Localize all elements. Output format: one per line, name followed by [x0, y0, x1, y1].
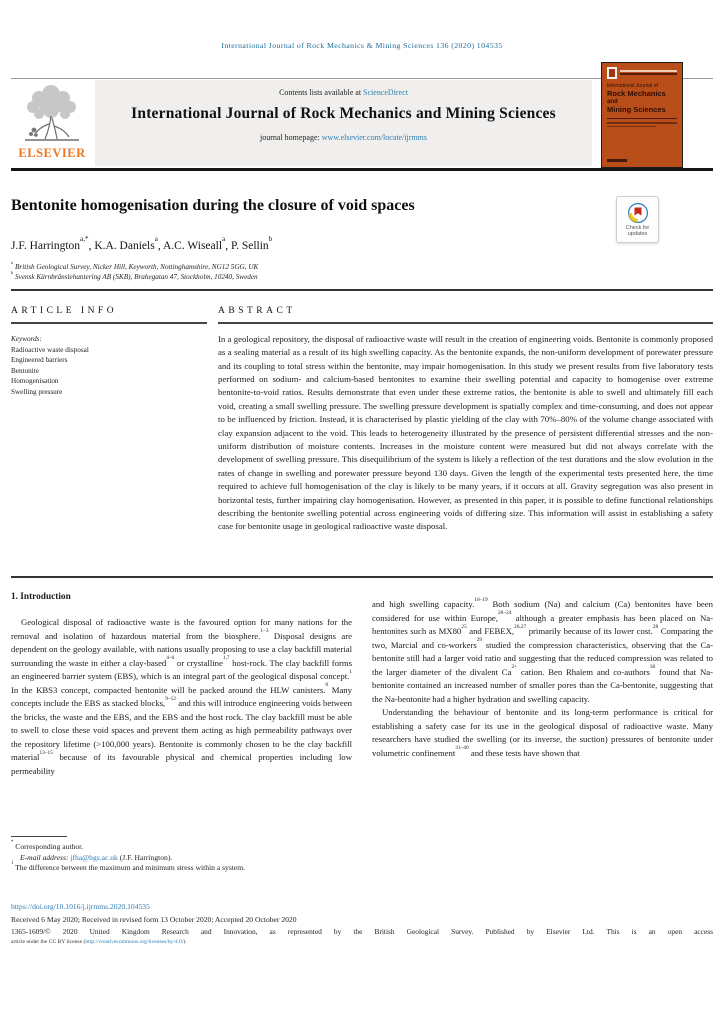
- issn-copyright-line: 1365-1609/© 2020 United Kingdom Research and Innovation, as represented by the British Geological Survey. Published by Elsevier Ltd. This is an open access: [11, 927, 713, 936]
- journal-cover-thumbnail: [601, 62, 683, 168]
- keyword-item: Radioactive waste disposal: [11, 345, 89, 354]
- article-info-rule: [11, 322, 207, 324]
- cover-bottom-mark: [607, 159, 627, 162]
- cover-subtext-lines: [607, 122, 677, 127]
- contents-prefix: Contents lists available at: [279, 88, 364, 97]
- cover-divider: [607, 118, 677, 119]
- received-dates: Received 6 May 2020; Received in revised form 13 October 2020; Accepted 20 October 2020: [11, 914, 297, 924]
- corresponding-author-note: * Corresponding author.: [11, 840, 84, 851]
- banner-bottom-rule: [11, 168, 713, 171]
- cover-title-line1: International Journal of: [607, 83, 658, 89]
- footnote-1: $^1$ The difference between the maximum and minimum stress within a system.: [11, 861, 246, 872]
- cover-elsevier-mark-icon: [607, 67, 617, 79]
- intro-paragraph-left: Geological disposal of radioactive waste is the favoured option for many nations for the removal and isolation of hazardous material from the biosphere.$^{1-3}$ Disposal designs are dependent on the geology available, with nations usually proposing to use a clay backfill material surrounding the waste in either a clay-based$^{4-6}$ or crystalline$^{1,7}$ host-rock. The clay backfill forms an engineered barrier system (EBS), which is an integral part of the geological disposal concept.$^1$ In the KBS3 concept, compacted bentonite will be packed around the HLW canisters.$^8$ Many concepts include the EBS as stacked blocks,$^{9-12}$ and this will introduce engineering voids between the bricks, the waste and the EBS, and the EBS and the host rock. The clay backfill must be able to swell to close these void spaces and prevent them acting as high permeability pathways over the repository lifetime (>100,000 years). Bentonite is commonly chosen to be the clay backfill material$^{13-15}$ because of its favourable physical and chemical properties including low permeability: [11, 617, 352, 776]
- abstract-rule: [218, 322, 713, 324]
- publication-info-block: [11, 902, 713, 945]
- keyword-item: Homogenisation: [11, 377, 59, 386]
- cover-decorative-lines: [620, 67, 677, 77]
- affiliation-a: $^a$ British Geological Survey, Nicker Hill, Keyworth, Nottinghamshire, NG12 5GG, UK: [11, 259, 259, 271]
- cover-header: [607, 67, 677, 79]
- section-heading-introduction: 1. Introduction: [11, 592, 71, 602]
- elsevier-logo: [11, 80, 93, 166]
- keyword-item: Engineered barriers: [11, 356, 68, 365]
- footnote-block: [11, 836, 352, 874]
- journal-homepage-link[interactable]: www.elsevier.com/locate/ijrmms: [321, 133, 427, 142]
- footnote-rule: [11, 836, 67, 837]
- keyword-item: Bentonite: [11, 366, 39, 375]
- sciencedirect-link[interactable]: ScienceDirect: [363, 88, 408, 97]
- email-note: E-mail address: jfha@bgs.ac.uk (J.F. Harrington).: [20, 852, 173, 862]
- homepage-prefix: journal homepage:: [260, 133, 322, 142]
- cover-title: [607, 83, 677, 114]
- cover-title-line2: Rock Mechanics: [607, 89, 666, 98]
- journal-banner: [95, 80, 592, 166]
- keyword-item: Swelling pressure: [11, 387, 63, 396]
- journal-name: International Journal of Rock Mechanics and Mining Sciences: [131, 105, 556, 122]
- doi-link[interactable]: https://doi.org/10.1016/j.ijrmms.2020.104535: [11, 902, 150, 911]
- abstract-text: In a geological repository, the disposal of radioactive waste will result in the creation of engineering voids. Bentonite is commonly proposed as a sealing material as a result of its high swelling capacity. As the bentonite expands, the non-uniform development of porewater pressure and its coupling to total stress within the bentonite, may impair homogenisation. In this study we present results from five laboratory tests performed on sodium- and calcium-based bentonites to examine their swelling potential and capacity to homogenise over extreme bentonite-to-void ratios. Results demonstrate that even under these extreme ratios, the bentonite is able to swell and ultimately fill each void, creating a small swelling pressure. The swelling pressure development is spatially complex and time-consuming, and does not appear to be influenced by friction. Instead, it is characterised by plastic yielding of the clay with 70%–80% of the volume change associated with clay expansion adjacent to the void. This leads to heterogeneity illustrated by the presence of persistent differential stresses and the non-uniform distribution of moisture contents. Increases in the moisture content were measured but did not always correlate with the development of swelling pressure. This disequilibrium of the system is likely a reflection of the test durations and the slow evolution in the rates of change in swelling and porewater pressure beyond 130 days. Given the length of the experimental tests presented here, the time required to achieve full homogenisation of the clay is likely to be many years, if it occurs at all. Gravity segregation was also present in horizontal tests, further impairing clay homogenisation. However, as presented in this paper, it is possible to define functional relationships describing the bentonite swelling potential across engineering voids of differing size. This information will assist in establishing a safety case for bentonite usage in geological radioactive waste disposal.: [218, 333, 713, 532]
- homepage-line: [95, 133, 592, 142]
- intro-paragraph-right-1: and high swelling capacity.$^{16-19}$ Both sodium (Na) and calcium (Ca) bentonites have been considered for use within Europe,$^{20-24}$ although a greater emphasis has been placed on Na-bentonites such as $MX80^{25}$ and FEBEX,$^{26,27}$ primarily because of its lower cost.$^{28}$ Comparing the two, Marcial and co-workers$^{29}$ studied the compression characteristics, observing that the Ca-bentonite still had a larger void ratio and suggesting that the reduced compression was related to the larger diameter of the divalent $Ca^{2+}$ cation. Ben Rhaïem and co-authors$^{30}$ found that Na-bentonite contained an increased number of smaller pores than the Ca-bentonite, suggesting that the Na-bentonite had a higher hydration and swelling capacity.: [372, 596, 714, 704]
- check-badge-label: Check for updates: [625, 224, 650, 237]
- license-line: article under the CC BY license (http://creativecommons.org/licenses/by/4.0/).: [11, 938, 187, 945]
- body-left-column: [11, 592, 352, 778]
- affiliation-b: $^b$ Svensk Kärnbränslehantering AB (SKB), Brahegatan 47, Stockholm, 10240, Sweden: [11, 269, 258, 281]
- title-section-divider: [11, 289, 713, 291]
- author-line: J.F. Harrington$^{a,*}$, K.A. Daniels$^a$, A.C. Wiseall$^a$, P. Sellin$^b$: [11, 234, 273, 252]
- check-for-updates-badge[interactable]: [616, 196, 659, 243]
- body-right-column: [372, 598, 713, 760]
- page-title: Bentonite homogenisation during the closure of void spaces: [11, 197, 415, 214]
- article-info-heading: ARTICLE INFO: [11, 306, 118, 316]
- cover-title-line3: and: [607, 98, 618, 105]
- crossmark-icon: [628, 203, 648, 223]
- elsevier-tree-logo-icon: [21, 80, 83, 144]
- contents-line: [95, 88, 592, 97]
- intro-paragraph-right-2: Understanding the behaviour of bentonite and its long-term performance is critical for establishing a safety case for its use in the geological disposal of radioactive waste. Many researchers have studied the swelling (or its inverse, the suction) pressures of bentonite under volumetric confinement$^{31-40}$ and these tests have shown that: [372, 707, 713, 758]
- abstract-bottom-rule: [11, 576, 713, 578]
- abstract-heading: ABSTRACT: [218, 306, 296, 316]
- cover-title-line4: Mining Sciences: [607, 104, 666, 114]
- elsevier-wordmark: ELSEVIER: [18, 146, 86, 160]
- article-info-section: [11, 306, 207, 397]
- running-head-citation: International Journal of Rock Mechanics & Mining Sciences 136 (2020) 104535: [221, 41, 503, 50]
- abstract-section: [218, 306, 713, 534]
- affiliations: [11, 259, 259, 282]
- keywords-label: Keywords:: [11, 334, 42, 343]
